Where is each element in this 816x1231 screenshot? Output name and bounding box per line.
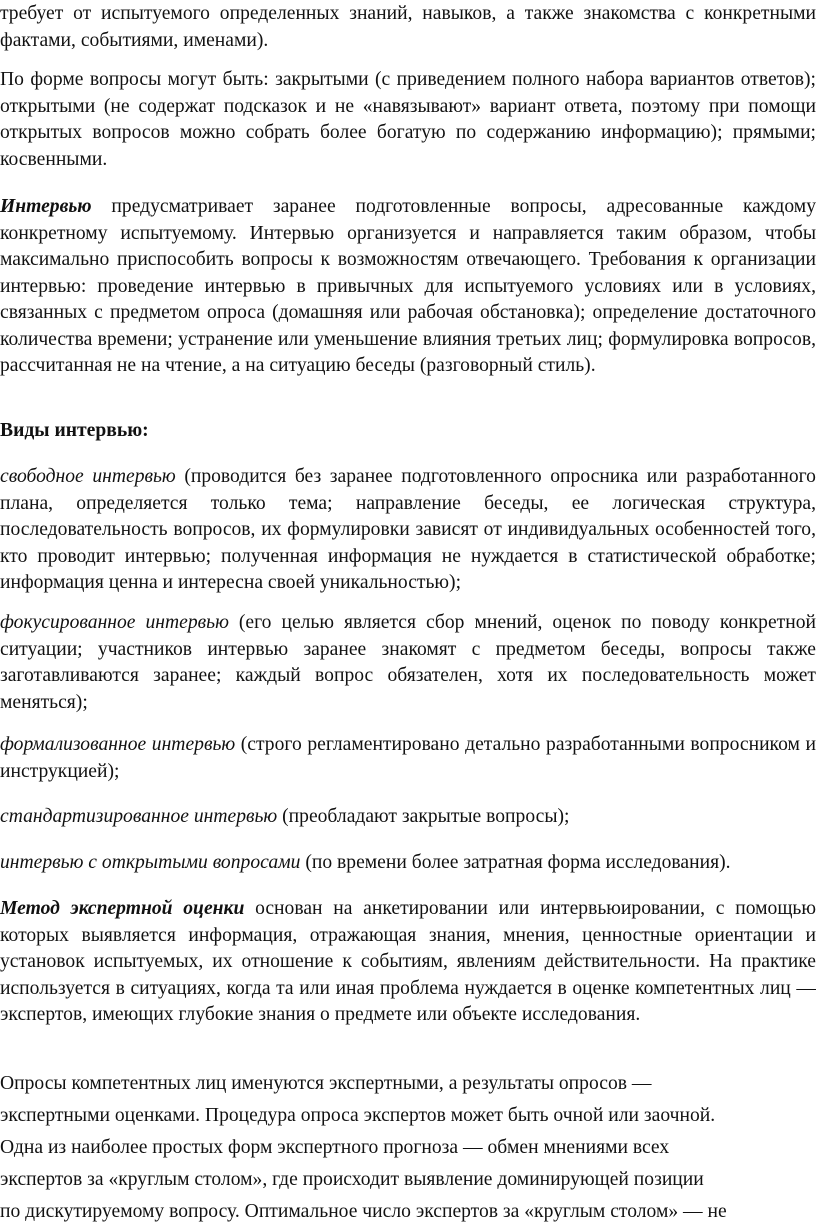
paragraph-expert-survey (0, 1068, 816, 1228)
paragraph-expert-method (0, 896, 816, 1029)
interview-type-open (0, 850, 816, 877)
paragraph-text: требует от испытуемого определенных знаний, навыков, а также знакомства с конкретными фактами, событиями, именами). (0, 3, 816, 51)
text-line: Опросы компетентных лиц именуются экспертными, а результаты опросов — (0, 1073, 652, 1094)
term-focused-interview: фокусированное интервью (0, 612, 229, 633)
paragraph-interview (0, 194, 816, 380)
paragraph-text: (преобладают закрытые вопросы); (277, 806, 570, 827)
paragraph-text: (строго регламентировано детально разработанными вопросником и инструкцией); (0, 734, 816, 782)
paragraph-question-forms (0, 67, 816, 173)
interview-type-focused (0, 610, 816, 716)
term-free-interview: свободное интервью (0, 466, 176, 487)
interview-type-standardized (0, 804, 816, 831)
paragraph-text: предусматривает заранее подготовленные вопросы, адресованные каждому конкретному испытуемому. Интервью организуется и направляется таким образом, чтобы максимально приспособить вопросы к возможностям отвечающего. Требования к организации интервью: проведение интервью в привычных для испытуемого условиях или в условиях, связанных с предметом опроса (домашняя или рабочая обстановка); определение достаточного количества времени; устранение или уменьшение влияния третьих лиц; формулировка вопросов, рассчитанная не на чтение, а на ситуацию беседы (разговорный стиль). (0, 196, 816, 376)
paragraph-text: (по времени более затратная форма исследования). (300, 852, 731, 873)
term-interview: Интервью (0, 196, 92, 217)
text-line: экспертными оценками. Процедура опроса экспертов может быть очной или заочной. (0, 1105, 716, 1126)
term-formalized-interview: формализованное интервью (0, 734, 236, 755)
paragraph-text: (проводится без заранее подготовленного опросника или разработанного плана, определяется только тема; направление беседы, ее логическая структура, последовательность вопросов, их формулировки зависят от индивидуальных особенностей того, кто проводит интервью; полученная информация не нуждается в статистической обработке; информация ценна и интересна своей уникальностью); (0, 466, 816, 593)
paragraph-text: По форме вопросы могут быть: закрытыми (с приведением полного набора вариантов ответов); открытыми (не содержат подсказок и не «навязывают» вариант ответа, поэтому при помощи открытых вопросов можно собрать более богатую по содержанию информацию); прямыми; косвенными. (0, 69, 816, 170)
text-line: экспертов за «круглым столом», где происходит выявление доминирующей позиции (0, 1169, 704, 1190)
text-line: по дискутируемому вопросу. Оптимальное число экспертов за «круглым столом» — не (0, 1201, 727, 1222)
paragraph-text: (его целью является сбор мнений, оценок по поводу конкретной ситуации; участников интервью заранее знакомят с предметом беседы, вопросы также заготавливаются заранее; каждый вопрос обязателен, хотя их последовательность может меняться); (0, 612, 816, 713)
text-line: Одна из наиболее простых форм экспертного прогноза — обмен мнениями всех (0, 1137, 670, 1158)
section-heading: Виды интервью: (0, 420, 149, 441)
interview-type-formalized (0, 732, 816, 785)
interview-type-free (0, 464, 816, 597)
paragraph-intro-tail (0, 1, 816, 54)
term-open-questions-interview: интервью с открытыми вопросами (0, 852, 301, 873)
term-standardized-interview: стандартизированное интервью (0, 806, 278, 827)
term-expert-method: Метод экспертной оценки (0, 898, 245, 919)
paragraph-text: основан на анкетировании или интервьюировании, с помощью которых выявляется информация, отражающая знания, мнения, ценностные ориентации и установок испытуемых, их отношение к событиям, явлениям действительности. На практике используется в ситуациях, когда та или иная проблема нуждается в оценке компетентных лиц — экспертов, имеющих глубокие знания о предмете или объекте исследования. (0, 898, 816, 1025)
